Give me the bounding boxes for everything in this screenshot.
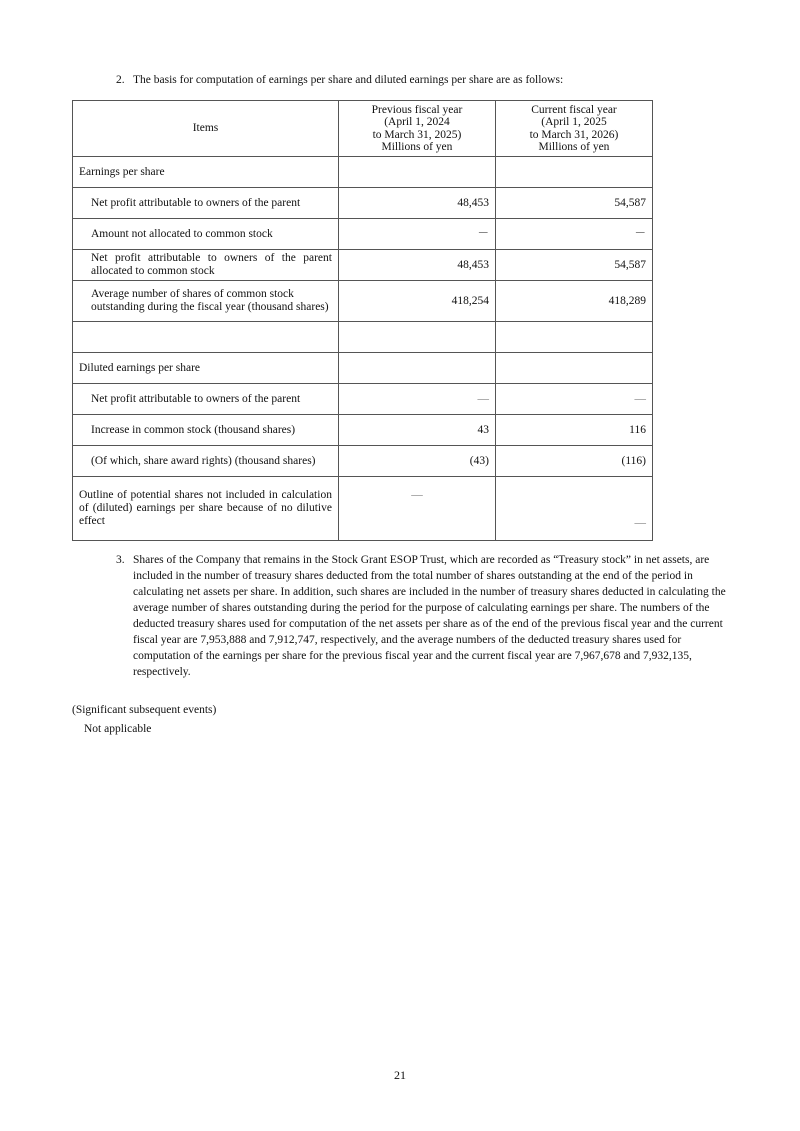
row-previous-value: 48,453 — [338, 250, 495, 281]
header-current-line: (April 1, 2025 — [541, 116, 607, 128]
row-previous-value: — — [338, 477, 495, 541]
row-label: Net profit attributable to owners of the parent — [73, 384, 339, 415]
row-current-value: (116) — [495, 446, 652, 477]
header-current-line: Millions of yen — [538, 141, 610, 153]
row-previous-value: — — [338, 384, 495, 415]
header-current-line: Current fiscal year — [531, 103, 617, 116]
table-row — [73, 477, 653, 541]
header-items: Items — [73, 101, 339, 157]
header-previous-line: to March 31, 2025) — [372, 128, 462, 141]
header-current-fiscal-year — [495, 101, 652, 157]
table-row-blank — [73, 322, 653, 353]
row-previous-value: － — [338, 219, 495, 250]
table-row — [73, 446, 653, 477]
section-2-text: The basis for computation of earnings per share and diluted earnings per share are as follows: — [133, 74, 564, 86]
row-label: Amount not allocated to common stock — [73, 219, 339, 250]
row-label: Average number of shares of common stock outstanding during the fiscal year (thousand shares) — [73, 281, 339, 322]
table-row — [73, 219, 653, 250]
row-current-value — [495, 353, 652, 384]
table-row — [73, 353, 653, 384]
row-current-value: 54,587 — [495, 250, 652, 281]
row-previous-value: 48,453 — [338, 188, 495, 219]
row-previous-value — [338, 353, 495, 384]
section-3-number: 3. — [116, 554, 125, 566]
section-2-number: 2. — [116, 74, 125, 86]
subsequent-events-heading: (Significant subsequent events) — [72, 704, 217, 716]
table-header-row — [73, 101, 653, 157]
table-row — [73, 188, 653, 219]
earnings-per-share-table — [72, 100, 653, 541]
section-2-intro — [116, 74, 716, 86]
row-label: Diluted earnings per share — [73, 353, 339, 384]
page-number: 21 — [394, 1068, 406, 1082]
subsequent-events-body: Not applicable — [84, 723, 152, 735]
row-label: Increase in common stock (thousand shares) — [73, 415, 339, 446]
row-current-value: 418,289 — [495, 281, 652, 322]
table-row — [73, 384, 653, 415]
row-label: Net profit attributable to owners of the parent allocated to common stock — [73, 250, 339, 281]
row-label: Outline of potential shares not included in calculation of (diluted) earnings per share because of no dilutive effect — [73, 477, 339, 541]
row-previous-value: 43 — [338, 415, 495, 446]
row-current-value — [495, 322, 652, 353]
row-previous-value — [338, 322, 495, 353]
row-previous-value: (43) — [338, 446, 495, 477]
row-label: Earnings per share — [73, 157, 339, 188]
table-row — [73, 250, 653, 281]
row-label: Net profit attributable to owners of the parent — [73, 188, 339, 219]
table-row — [73, 281, 653, 322]
table-row — [73, 157, 653, 188]
section-3-note — [116, 552, 728, 680]
header-previous-line: Millions of yen — [381, 141, 453, 153]
section-3-text: Shares of the Company that remains in the Stock Grant ESOP Trust, which are recorded as “Treasury stock” in net assets, are included in the number of treasury shares deducted from the total number of shares outstanding at the end of the period in calculating net assets per share. In addition, such shares are included in the number of treasury shares deducted in calculating the average number of shares outstanding during the period for the purpose of calculating earnings per share. The numbers of the deducted treasury shares used for computation of the net assets per share as of the end of the previous fiscal year and the current fiscal year are 7,953,888 and 7,912,747, respectively, and the average numbers of the deducted treasury shares used for computation of the earnings per share for the previous fiscal year and the current fiscal year are 7,967,678 and 7,932,135, respectively. — [133, 554, 726, 678]
row-current-value: － — [495, 219, 652, 250]
header-previous-line: Previous fiscal year — [371, 103, 463, 116]
header-current-line: to March 31, 2026) — [529, 128, 619, 141]
row-current-value: — — [495, 384, 652, 415]
header-previous-fiscal-year — [338, 101, 495, 157]
row-previous-value — [338, 157, 495, 188]
table-row — [73, 415, 653, 446]
row-label — [73, 322, 339, 353]
row-label: (Of which, share award rights) (thousand shares) — [73, 446, 339, 477]
row-current-value: 116 — [495, 415, 652, 446]
row-previous-value: 418,254 — [338, 281, 495, 322]
row-current-value: 54,587 — [495, 188, 652, 219]
row-current-value: — — [495, 477, 652, 541]
header-previous-line: (April 1, 2024 — [384, 116, 450, 128]
row-current-value — [495, 157, 652, 188]
